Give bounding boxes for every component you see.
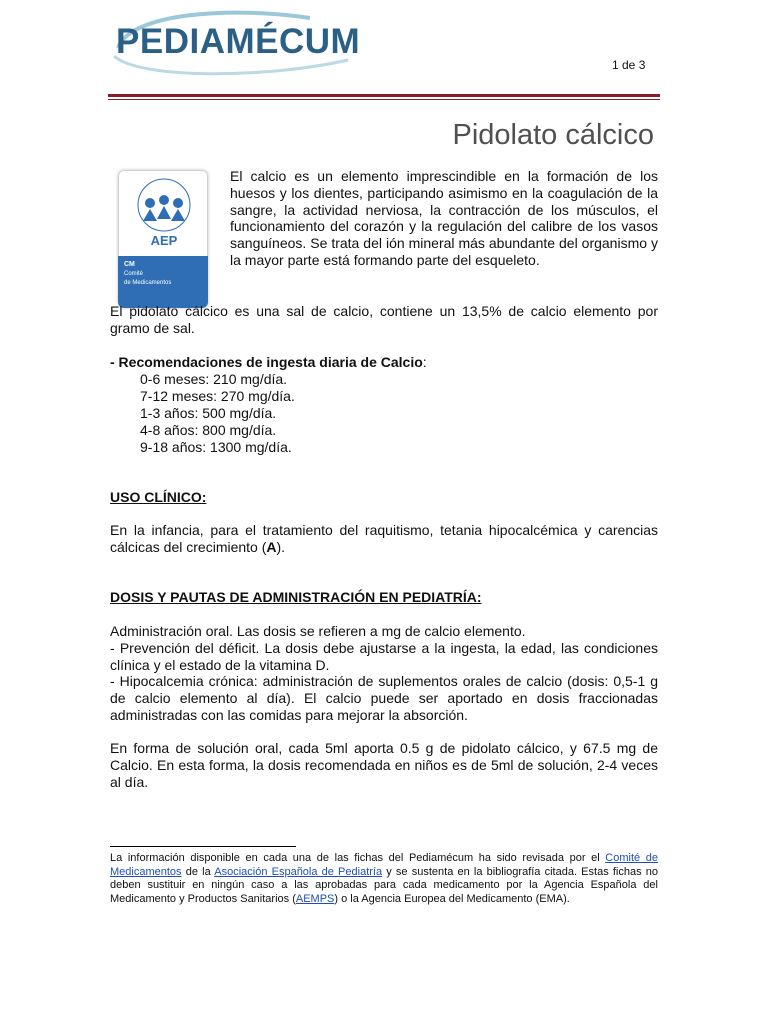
page-number: 1 de 3 [612,58,646,72]
intro-paragraph-2: El pidolato cálcico es una sal de calcio, contiene un 13,5% de calcio elemento por gramo de sal. [110,303,658,336]
intro-paragraph-1: El calcio es un elemento imprescindible en la formación de los huesos y los dientes, participando asimismo en la coagulación de la sangre, la actividad nerviosa, la contracción de los músculos, el funcionamiento del corazón y la regulación del calibre de los vasos sanguíneos. Se trata del ión mineral más abundante del organismo y la mayor parte está formando parte del esqueleto. [230,168,658,268]
footnote-rule [110,846,296,847]
dosis-line: - Prevención del déficit. La dosis debe ajustarse a la ingesta, la edad, las condiciones clínica y el estado de la vitamina D. [110,639,658,673]
page-title: Pidolato cálcico [452,119,654,151]
aemps-link[interactable]: AEMPS [295,892,335,905]
uso-clinico-heading: USO CLÍNICO: [110,489,207,505]
aep-link[interactable]: Asociación Española de Pediatría [214,865,383,878]
badge-cm-label: CM [124,261,135,268]
recommendation-item: 7-12 meses: 270 mg/día. [140,388,295,404]
uso-clinico-text [110,522,658,556]
uso-clinico-text-before: En la infancia, para el tratamiento del raquitismo, tetania hipocalcémica y carencias cálcicas del crecimiento ( [110,522,658,555]
aep-badge [118,170,208,308]
recommendations-heading-text: - Recomendaciones de ingesta diaria de Calcio [110,354,423,370]
footnote [110,852,658,906]
badge-aep-label: AEP [150,233,178,248]
comite-medicamentos-link[interactable]: Comité de Medicamentos [110,852,658,878]
header-rule-thin [108,99,660,100]
dosis-heading: DOSIS Y PAUTAS DE ADMINISTRACIÓN EN PEDIATRÍA: [110,589,482,605]
pediamecum-logo [110,8,360,78]
recommendations-list [140,371,295,456]
dosis-line: - Hipocalcemia crónica: administración de suplementos orales de calcio (dosis: 0,5-1 g de calcio elemento al día). El calcio puede ser aportado en dosis fraccionadas administradas con las comidas para mejorar la absorción. [110,673,658,723]
footnote-text: y se sustenta en la bibliografía citada. Estas fichas no deben sustituir en ningún caso a las aprobadas para cada medicamento por la Agencia Española del Medicamento y Productos Sanitarios ( [110,865,658,905]
dosis-text [110,623,658,724]
dosis-solution-text: En forma de solución oral, cada 5ml aporta 0.5 g de pidolato cálcico, y 67.5 mg de Calcio. En esta forma, la dosis recomendada en niños es de 5ml de solución, 2-4 veces al día. [110,740,658,790]
recommendations-heading-colon: : [422,354,427,370]
recommendation-item: 1-3 años: 500 mg/día. [140,405,277,421]
logo-text: PEDIAMÉCUM [116,22,361,61]
badge-bottom-panel [118,256,208,308]
badge-line1: Comité [124,271,144,277]
footnote-text: de la [181,865,215,878]
recommendation-item: 9-18 años: 1300 mg/día. [140,439,292,455]
badge-line2: de Medicamentos [124,280,172,286]
header-rule [108,94,660,97]
badge-top-panel [118,170,208,256]
evidence-grade: A [266,538,277,555]
recommendations-heading [110,354,427,370]
footnote-text: La información disponible en cada una de las fichas del Pediamécum ha sido revisada por el [110,852,606,864]
dosis-line: Administración oral. Las dosis se refieren a mg de calcio elemento. [110,623,526,639]
recommendation-item: 4-8 años: 800 mg/día. [140,422,277,438]
footnote-text: ) o la Agencia Europea del Medicamento (EMA). [334,892,570,905]
recommendation-item: 0-6 meses: 210 mg/día. [140,371,288,387]
uso-clinico-text-after: ). [276,538,286,555]
